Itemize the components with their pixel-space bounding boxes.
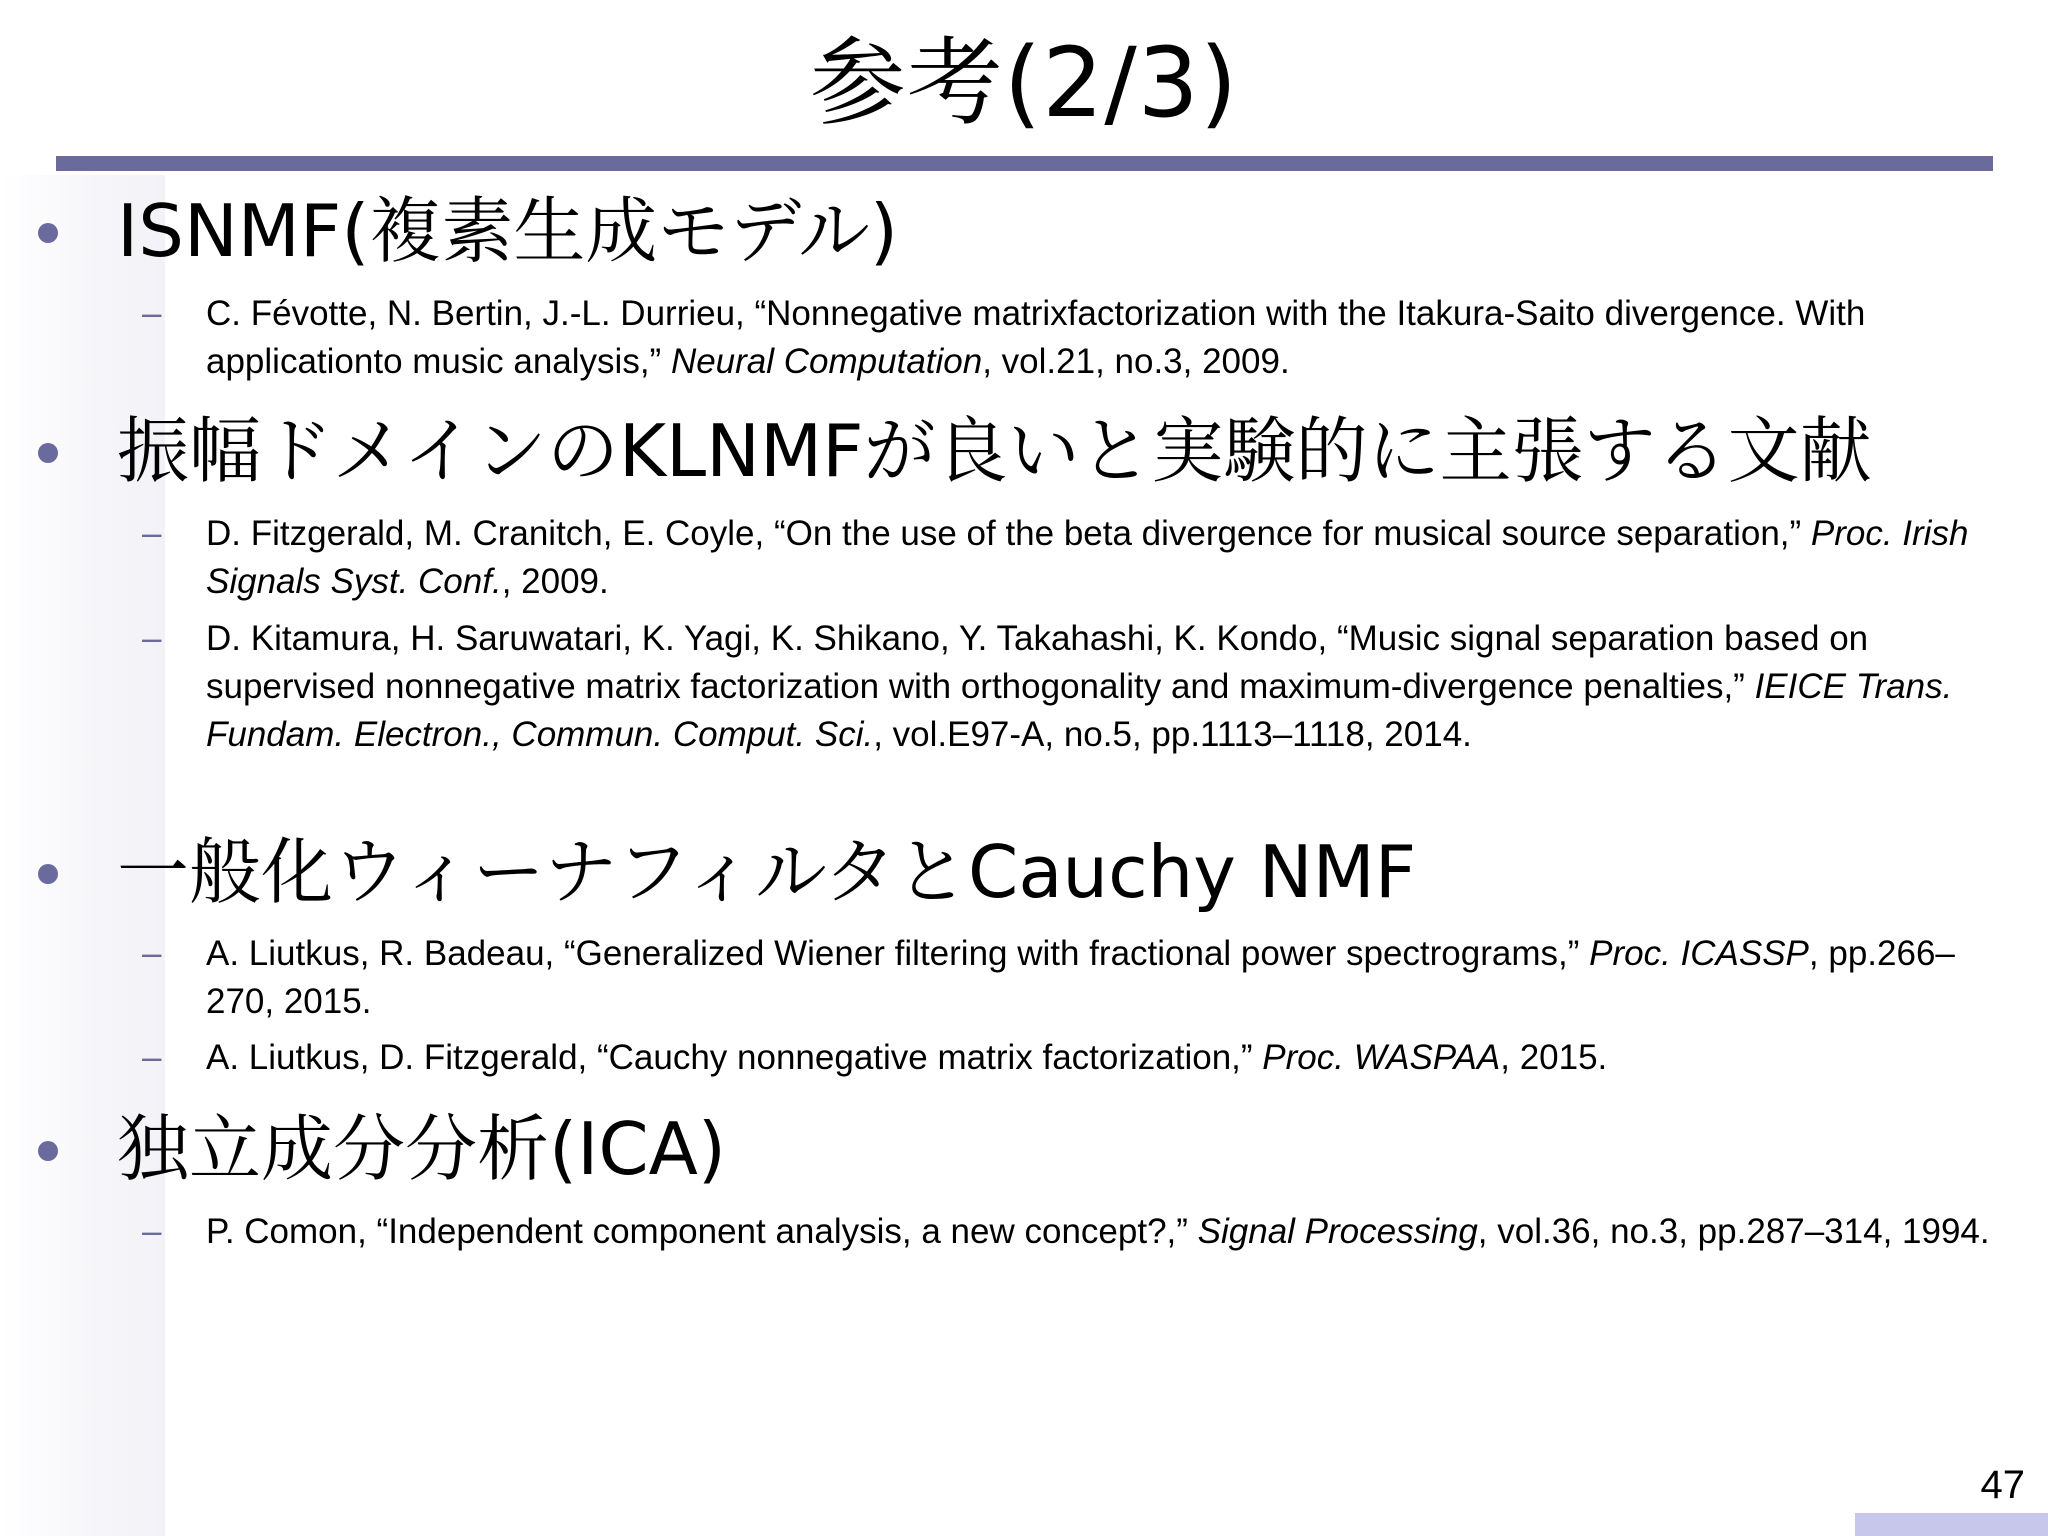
reference-details: , 2009. (501, 562, 609, 601)
reference-item (142, 1208, 2006, 1256)
reference-item (142, 290, 2006, 386)
reference-details: , vol.21, no.3, 2009. (982, 342, 1290, 381)
reference-details: , 2015. (1500, 1038, 1608, 1077)
slide-title: 参考(2/3) (809, 27, 1239, 139)
reference-venue: Proc. WASPAA (1262, 1038, 1501, 1077)
section-heading: 独立成分分析(ICA) (117, 1107, 726, 1191)
reference-text: C. Févotte, N. Bertin, J.-L. Durrieu, “Nonnegative matrixfactorization with the Itakura-Saito divergence. With applicationto music analysis,” (206, 294, 1866, 381)
dash-marker: – (142, 1038, 162, 1077)
reference-item (142, 1034, 2006, 1082)
title-underline (56, 156, 1993, 171)
reference-details: , vol.36, no.3, pp.287–314, 1994. (1477, 1212, 1990, 1251)
dash-marker: – (142, 934, 162, 973)
dash-marker: – (142, 1212, 162, 1251)
reference-venue: Signal Processing (1197, 1212, 1478, 1251)
reference-text: P. Comon, “Independent component analysis, a new concept?,” (206, 1212, 1198, 1251)
reference-item (142, 510, 2006, 606)
dash-marker: – (142, 294, 162, 333)
reference-venue: Neural Computation (670, 342, 983, 381)
section-heading: ISNMF(複素生成モデル) (117, 189, 898, 273)
reference-text: A. Liutkus, R. Badeau, “Generalized Wiener filtering with fractional power spectrograms,” (206, 934, 1590, 973)
dash-marker: – (142, 619, 162, 658)
reference-item (142, 615, 2006, 759)
dash-marker: – (142, 514, 162, 553)
reference-text: A. Liutkus, D. Fitzgerald, “Cauchy nonnegative matrix factorization,” (206, 1038, 1263, 1077)
reference-venue: Proc. Irish Signals Syst. Conf. (206, 514, 1969, 601)
bullet-dot (38, 443, 58, 463)
section-heading: 一般化ウィーナフィルタとCauchy NMF (117, 830, 1417, 914)
reference-item (142, 930, 2006, 1026)
bullet-dot (38, 864, 58, 884)
bullet-dot (38, 223, 58, 243)
reference-details: , pp.266–270, 2015. (206, 934, 1955, 1021)
reference-text: D. Fitzgerald, M. Cranitch, E. Coyle, “On the use of the beta divergence for musical source separation,” (206, 514, 1811, 553)
reference-venue: IEICE Trans. Fundam. Electron., Commun. Comput. Sci. (206, 667, 1953, 754)
page-number: 47 (1980, 1463, 2025, 1507)
bullet-dot (38, 1141, 58, 1161)
reference-venue: Proc. ICASSP (1589, 934, 1809, 973)
section-heading: 振幅ドメインのKLNMFが良いと実験的に主張する文献 (117, 409, 1872, 493)
corner-accent-bar (1855, 1513, 2048, 1536)
reference-details: , vol.E97-A, no.5, pp.1113–1118, 2014. (873, 715, 1472, 754)
reference-text: D. Kitamura, H. Saruwatari, K. Yagi, K. Shikano, Y. Takahashi, K. Kondo, “Music signal separation based on supervised nonnegative matrix factorization with orthogonality and maximum-divergence penalties,” (206, 619, 1869, 706)
